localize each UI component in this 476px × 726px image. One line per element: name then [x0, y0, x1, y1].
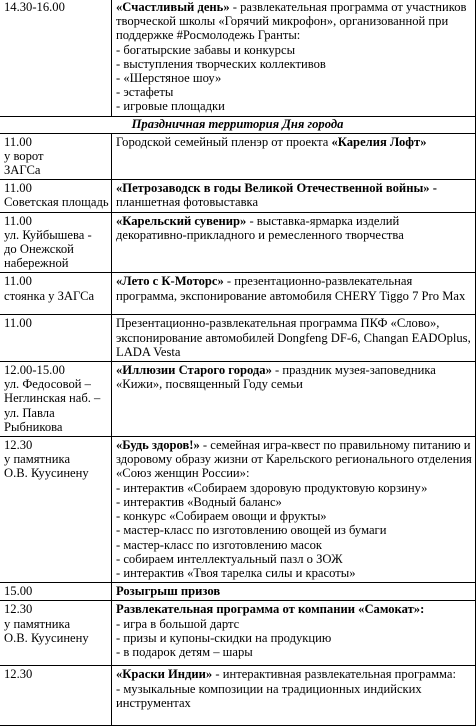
- event-activity-item: [116, 99, 472, 113]
- event-place-line: ул. Павла: [4, 405, 55, 420]
- event-activity-item: [116, 495, 472, 509]
- event-time: 11.00: [4, 181, 32, 196]
- event-place-line: стоянка у ЗАГСа: [4, 288, 95, 303]
- event-text: - выступления творческих коллективов: [116, 56, 326, 71]
- time-place-cell: [0, 212, 112, 273]
- event-text: - музыкальные композиции на традиционных индийских инструментах: [116, 681, 422, 710]
- event-place-line: набережной: [4, 256, 69, 271]
- event-title: «Краски Индии»: [116, 667, 213, 682]
- event-activity-item: [116, 523, 472, 537]
- event-description: [116, 181, 472, 209]
- event-text: - мастер-класс по изготовлению овощей из бумаги: [116, 523, 387, 538]
- event-text: - собираем интеллектуальный пазл о ЗОЖ: [116, 551, 343, 566]
- event-title: «Будь здоров!»: [116, 438, 200, 453]
- time-place-cell: [0, 133, 112, 180]
- event-text: - интерактивная развлекательная программа:: [212, 667, 457, 682]
- event-description-cell: [112, 583, 476, 601]
- event-text: - развлекательная программа от участников творческой школы «Горячий микрофон», организованной при поддержке #Росмолодежь Гранты:: [116, 0, 467, 43]
- event-title: «Карелия Лофт»: [331, 134, 427, 149]
- time-place-cell: [0, 583, 112, 601]
- time-place-cell: [0, 601, 112, 666]
- event-text: - семейная игра-квест по правильному питанию и здоровому образу жизни от Карельского регионального отделения «Союз женщин России»:: [116, 438, 472, 481]
- event-place-line: Рыбникова: [4, 419, 63, 434]
- event-activity-item: [116, 509, 472, 523]
- event-text: - богатырские забавы и конкурсы: [116, 42, 296, 57]
- schedule-row: [0, 583, 476, 601]
- event-activity-item: [116, 645, 472, 659]
- event-place-line: О.В. Куусинену: [4, 466, 89, 481]
- event-time: 14.30-16.00: [4, 0, 65, 14]
- event-text: - выставка-ярмарка изделий декоративно-прикладного и ремесленного творчества: [116, 213, 404, 242]
- event-description: [116, 667, 472, 681]
- event-activity-item: [116, 57, 472, 71]
- event-description: [116, 584, 472, 598]
- event-activity-item: [116, 631, 472, 645]
- event-place-line: ул. Куйбышева -: [4, 227, 92, 242]
- event-activity-item: [116, 538, 472, 552]
- event-text: - презентационно-развлекательная программа, экспонирование автомобиля CHERY Tiggo 7 Pro Max: [116, 274, 466, 303]
- schedule-row: [0, 0, 476, 116]
- schedule-row: [0, 666, 476, 726]
- event-place-line: у ворот: [4, 148, 44, 163]
- event-activity-item: [116, 43, 472, 57]
- event-text: - конкурс «Собираем овощи и фрукты»: [116, 509, 327, 524]
- event-time: 11.00: [4, 213, 32, 228]
- event-description-cell: [112, 601, 476, 666]
- event-description-cell: [112, 180, 476, 212]
- event-time: 11.00: [4, 134, 32, 149]
- event-description-cell: [112, 0, 476, 116]
- event-description: [116, 438, 472, 481]
- event-title: «Иллюзии Старого города»: [116, 363, 272, 378]
- event-place-line: ЗАГСа: [4, 163, 41, 178]
- event-description-cell: [112, 133, 476, 180]
- event-activity-item: [116, 566, 472, 580]
- event-description: [116, 274, 472, 302]
- event-place-line: Неглинская наб. –: [4, 391, 101, 406]
- event-description: [116, 363, 472, 391]
- event-text: Презентационно-развлекательная программа ПКФ «Слово», экспонирование автомобилей Dongfeng DF-6, Changan EADOplus, LADA Vesta: [116, 316, 471, 359]
- event-title: «Карельский сувенир»: [116, 213, 247, 228]
- event-description-cell: [112, 362, 476, 437]
- schedule-row: [0, 362, 476, 437]
- time-place-cell: [0, 362, 112, 437]
- event-place-line: О.В. Куусинену: [4, 630, 89, 645]
- section-heading: Праздничная территория Дня города: [0, 116, 476, 133]
- event-place-line: Советская площадь: [4, 195, 109, 210]
- event-description: [116, 602, 472, 616]
- event-text: - «Шерстяное шоу»: [116, 71, 222, 86]
- event-description: [116, 316, 472, 359]
- event-title: «Петрозаводск в годы Великой Отечественной войны» -: [116, 181, 437, 196]
- schedule-row: [0, 601, 476, 666]
- event-time: 12.00-15.00: [4, 363, 65, 378]
- event-text: Городской семейный пленэр от проекта: [116, 134, 332, 149]
- event-title: Розыгрыш призов: [116, 584, 221, 599]
- event-description: [116, 214, 472, 242]
- event-time: 12.30: [4, 602, 33, 617]
- event-description-cell: [112, 666, 476, 726]
- time-place-cell: [0, 0, 112, 116]
- event-text: - призы и купоны-скидки на продукцию: [116, 630, 332, 645]
- schedule-row: [0, 315, 476, 362]
- event-title: «Счастливый день»: [116, 0, 230, 14]
- event-text: - игра в большой дартс: [116, 616, 240, 631]
- event-activity-item: [116, 682, 472, 710]
- event-title: Развлекательная программа от компании «Самокат»:: [116, 602, 425, 617]
- schedule-row: [0, 133, 476, 180]
- event-title: «Лето с К-Моторс»: [116, 274, 224, 289]
- event-place-line: у памятника: [4, 616, 71, 631]
- time-place-cell: [0, 315, 112, 362]
- schedule-row: [0, 180, 476, 212]
- event-description-cell: [112, 315, 476, 362]
- event-text: - праздник музея-заповедника «Кижи», посвященный Году семьи: [116, 363, 436, 392]
- time-place-cell: [0, 437, 112, 583]
- event-description-cell: [112, 212, 476, 273]
- schedule-row: [0, 437, 476, 583]
- event-text: - в подарок детям – шары: [116, 644, 253, 659]
- event-time: 12.30: [4, 667, 33, 682]
- event-time: 15.00: [4, 584, 33, 599]
- event-text: - интерактив «Твоя тарелка силы и красоты»: [116, 565, 356, 580]
- time-place-cell: [0, 666, 112, 726]
- event-place-line: ул. Федосовой –: [4, 377, 91, 392]
- event-text: - эстафеты: [116, 85, 174, 100]
- event-activity-item: [116, 85, 472, 99]
- event-description-cell: [112, 437, 476, 583]
- event-activity-item: [116, 481, 472, 495]
- event-description: [116, 0, 472, 43]
- event-place-line: до Онежской: [4, 242, 74, 257]
- event-time: 11.00: [4, 274, 32, 289]
- event-activity-item: [116, 552, 472, 566]
- time-place-cell: [0, 180, 112, 212]
- event-place-line: у памятника: [4, 452, 71, 467]
- event-text: - интерактив «Собираем здоровую продуктовую корзину»: [116, 480, 428, 495]
- event-description: [116, 135, 472, 149]
- event-text: - игровые площадки: [116, 99, 225, 114]
- section-row: [0, 116, 476, 133]
- event-text: - мастер-класс по изготовлению масок: [116, 537, 322, 552]
- time-place-cell: [0, 273, 112, 315]
- event-activity-item: [116, 71, 472, 85]
- event-text: - интерактив «Водный баланс»: [116, 494, 282, 509]
- event-description-cell: [112, 273, 476, 315]
- schedule-row: [0, 212, 476, 273]
- event-time: 11.00: [4, 316, 32, 331]
- event-text: планшетная фотовыставка: [116, 195, 259, 210]
- event-activity-item: [116, 617, 472, 631]
- event-time: 12.30: [4, 438, 33, 453]
- schedule-row: [0, 273, 476, 315]
